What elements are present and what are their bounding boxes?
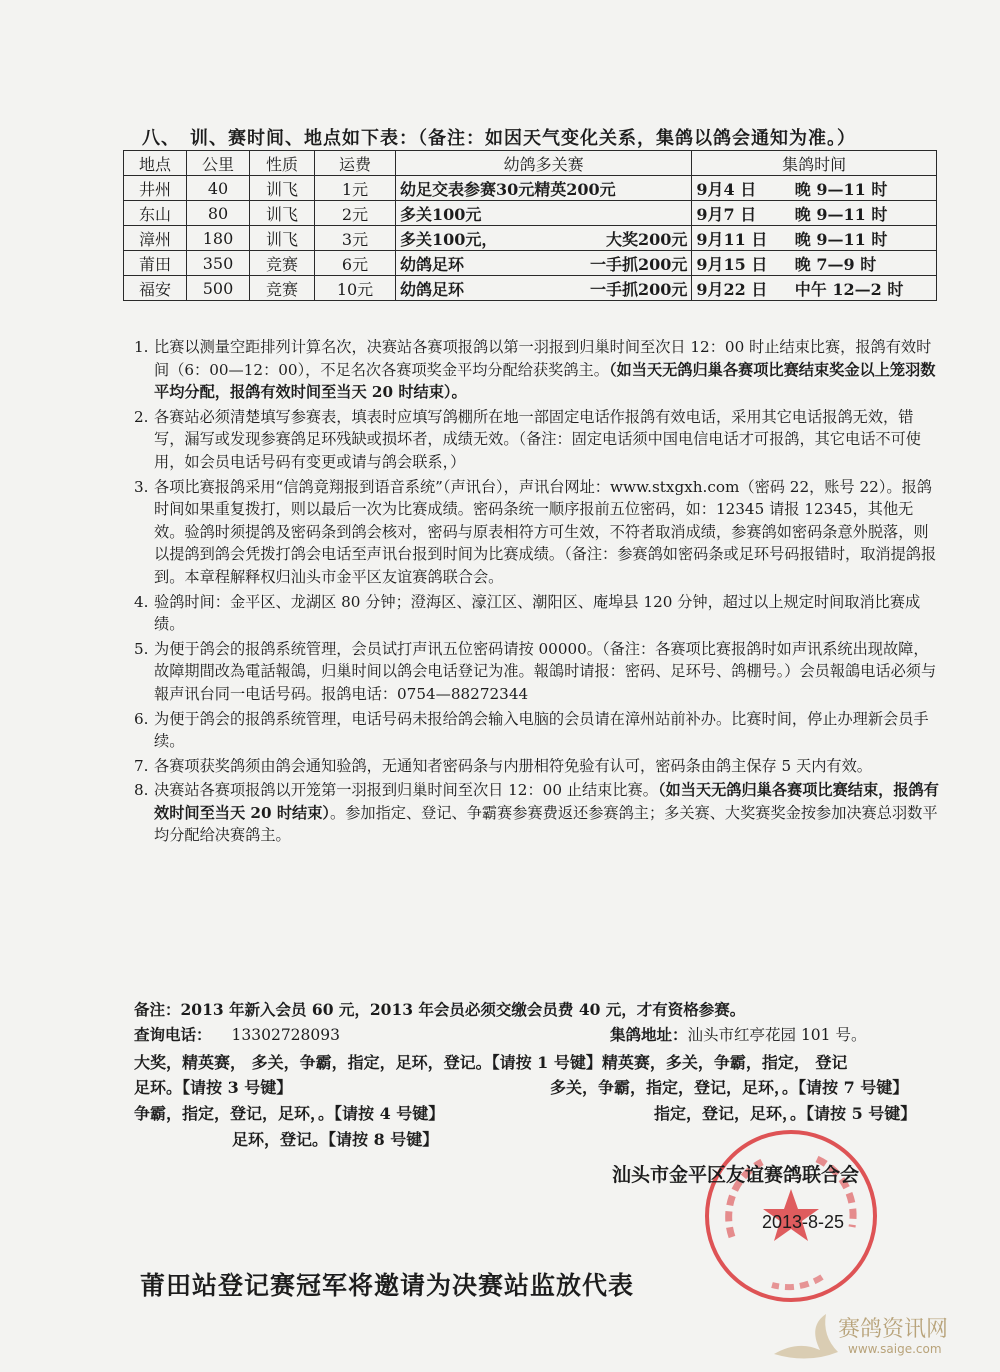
cell-place: 井州 <box>124 176 187 201</box>
cell-date: 9月4 日 <box>692 176 791 201</box>
cell-time: 中午 12—2 时 <box>791 276 937 301</box>
phone-number: 13302728093 <box>231 1026 340 1044</box>
cell-race: 幼鸽足环 <box>396 251 544 276</box>
cell-km: 40 <box>187 176 250 201</box>
rule-text: 各项比赛报鸽采用“信鸽竟翔报到语音系统”（声讯台），声讯台网址：www.stxgxh.com（密码 22，账号 22）。报鸽时间如果重复拨打，则以最后一次为比赛成绩。密码条统一顺序报前五位密码，如：12345 请报 12345，其他无效。验鸽时须提鸽及密码条到鸽会核对，密码与原表相符方可生效，不符者取消成绩，参赛鸽如密码条意外脱落，则以提鸽到鸽会凭拨打鸽会电话至声讯台报到时间为比赛成绩。（备注：参赛鸽如密码条或足环号码报错时，取消提鸽报到。本章程解释权归汕头市金平区友谊赛鸽联合会。 <box>154 477 937 586</box>
cell-fee: 3元 <box>315 226 396 251</box>
table-row <box>124 226 937 251</box>
cell-km: 80 <box>187 201 250 226</box>
cell-date: 9月11 日 <box>692 226 791 251</box>
cell-date: 9月22 日 <box>692 276 791 301</box>
cell-time: 晚 7—9 时 <box>791 251 937 276</box>
cell-type: 竞赛 <box>250 276 315 301</box>
rule-text: 为便于鸽会的报鸽系统管理，会员试打声讯五位密码请按 00000。（备注：各赛项比赛报鸽时如声讯系统出现故障，故障期間改為電話報鴿，归巢时间以鸽会电话登记为准。報鴿时请报：密码、足环号、鸽棚号。）会员報鴿电话必须与報声讯台同一电话号码。报鸽电话：0754—88272344 <box>154 639 937 703</box>
rule-number: 7. <box>134 756 149 775</box>
rule-text-body: 比赛以测量空距排列计算名次，决赛站各赛项报鸽以第一羽报到归巢时间至次日 12：00 时止结束比赛，报鸽有效时间（6：00—12：00），不足名次各赛项奖金平均分配给获奖鸽主。 <box>154 338 932 379</box>
key-line-2b: 多关，争霸，指定，登记，足环，。【请按 7 号键】 <box>550 1078 909 1097</box>
cell-place: 东山 <box>124 201 187 226</box>
table-header: 幼鸽多关赛 <box>396 151 692 176</box>
rule-number: 3. <box>134 477 149 496</box>
rule-item <box>134 779 940 847</box>
rule-number: 5. <box>134 639 149 658</box>
table-row <box>124 201 937 226</box>
rule-item <box>134 638 940 706</box>
cell-place: 莆田 <box>124 251 187 276</box>
table-header: 性质 <box>250 151 315 176</box>
address-value: 汕头市红亭花园 101 号。 <box>687 1026 867 1044</box>
cell-fee: 6元 <box>315 251 396 276</box>
rule-item <box>134 406 940 474</box>
watermark-url: www.saige.com <box>848 1342 942 1356</box>
cell-type: 竞赛 <box>250 251 315 276</box>
rule-text: 验鸽时间：金平区、龙湖区 80 分钟；澄海区、濠江区、潮阳区、庵埠县 120 分钟，超过以上规定时间取消比赛成绩。 <box>154 592 921 634</box>
table-header: 地点 <box>124 151 187 176</box>
rule-number: 8. <box>134 781 149 800</box>
rule-item <box>134 755 940 778</box>
organization-signature: 汕头市金平区友谊赛鸽联合会 <box>612 1164 860 1186</box>
rule-number: 4. <box>134 592 149 611</box>
rule-item <box>134 591 940 636</box>
table-header: 集鸽时间 <box>692 151 937 176</box>
rule-number: 2. <box>134 407 149 426</box>
rule-text <box>154 779 940 847</box>
cell-type: 训飞 <box>250 201 315 226</box>
cell-race-prize: 一手抓200元 <box>544 276 692 301</box>
rule-number: 1. <box>134 338 149 356</box>
phone-label: 查询电话： <box>134 1025 212 1044</box>
document-date: 2013-8-25 <box>762 1212 845 1232</box>
table-row <box>124 176 937 201</box>
cell-race: 多关100元 <box>396 201 692 226</box>
rule-item <box>134 476 940 589</box>
cell-place: 福安 <box>124 276 187 301</box>
cell-race-prize: 一手抓200元 <box>544 251 692 276</box>
rule-item <box>134 708 940 753</box>
rule-text-body: 决赛站各赛项报鸽以开笼第一羽报到归巢时间至次日 12：00 止结束比赛。 <box>154 781 658 800</box>
footer-notice: 莆田站登记赛冠军将邀请为决赛站监放代表 <box>140 1271 635 1300</box>
rule-text: 各赛项获奖鸽须由鸽会通知验鸽，无通知者密码条与内册相符免验有认可，密码条由鸽主保存 5 天内有效。 <box>154 756 872 775</box>
key-line-4: 足环，登记。【请按 8 号键】 <box>232 1130 439 1149</box>
cell-race: 幼足交表参赛30元精英200元 <box>396 176 692 201</box>
cell-type: 训飞 <box>250 176 315 201</box>
rule-text <box>154 336 940 404</box>
key-line-3b: 指定，登记，足环，。【请按 5 号键】 <box>654 1104 917 1123</box>
table-header: 公里 <box>187 151 250 176</box>
table-header-row <box>124 151 937 176</box>
table-row <box>124 276 937 301</box>
cell-place: 漳州 <box>124 226 187 251</box>
phone-line <box>134 1023 340 1045</box>
cell-date: 9月7 日 <box>692 201 791 226</box>
cell-time: 晚 9—11 时 <box>791 201 937 226</box>
cell-km: 180 <box>187 226 250 251</box>
rules-list <box>134 336 940 849</box>
cell-time: 晚 9—11 时 <box>791 226 937 251</box>
address-label: 集鸽地址： <box>610 1025 688 1044</box>
table-header: 运费 <box>315 151 396 176</box>
table-row <box>124 251 937 276</box>
rule-text: 为便于鸽会的报鸽系统管理，电话号码未报给鸽会输入电脑的会员请在漳州站前补办。比赛时间，停止办理新会员手续。 <box>154 709 929 751</box>
cell-fee: 1元 <box>315 176 396 201</box>
cell-time: 晚 9—11 时 <box>791 176 937 201</box>
address-line <box>610 1023 866 1045</box>
rule-text: 各赛站必须清楚填写参赛表，填表时应填写鸽棚所在地一部固定电话作报鸽有效电话，采用其它电话报鸽无效，错写，漏写或发现参赛鸽足环残缺或损坏者，成绩无效。（备注：固定电话须中国电信电话才可报鸽，其它电话不可使用，如会员电话号码有变更或请与鸽会联系，） <box>154 407 921 471</box>
key-line-2a: 足环。【请按 3 号键】 <box>134 1078 293 1097</box>
cell-km: 350 <box>187 251 250 276</box>
cell-type: 训飞 <box>250 226 315 251</box>
cell-fee: 10元 <box>315 276 396 301</box>
cell-date: 9月15 日 <box>692 251 791 276</box>
rule-item <box>134 336 940 404</box>
rule-text-bold: （如当天无鸽归巢各赛项比赛结束奖金以上笼羽数平均分配，报鸽有效时间至当天 20 时结束）。 <box>154 360 936 402</box>
cell-fee: 2元 <box>315 201 396 226</box>
schedule-table <box>123 150 937 301</box>
rule-text-bold: （如当天无鸽归巢各赛项比赛结束，报鸽有效时间至当天 20 时结束） <box>154 781 939 822</box>
rule-text-tail: 。参加指定、登记、争霸赛参赛费返还参赛鸽主；多关赛、大奖赛奖金按参加决赛总羽数平均分配给决赛鸽主。 <box>154 803 938 845</box>
key-line-3a: 争霸，指定，登记，足环，。【请按 4 号键】 <box>134 1104 445 1123</box>
membership-remark: 备注：2013 年新入会员 60 元，2013 年会员必须交缴会员费 40 元，才有资格参赛。 <box>134 1000 746 1019</box>
section-heading: 八、 训、赛时间、地点如下表：（备注：如因天气变化关系，集鸽以鸽会通知为准。） <box>142 128 856 149</box>
cell-race: 多关100元， <box>396 226 544 251</box>
cell-km: 500 <box>187 276 250 301</box>
watermark-name: 赛鸽资讯网 <box>838 1317 949 1342</box>
cell-race: 幼鸽足环 <box>396 276 544 301</box>
key-line-1: 大奖，精英赛， 多关，争霸，指定，足环，登记。【请按 1 号键】精英赛，多关，争霸，指定， 登记 <box>134 1053 848 1072</box>
rule-number: 6. <box>134 709 149 728</box>
cell-race-prize: 大奖200元 <box>544 226 692 251</box>
